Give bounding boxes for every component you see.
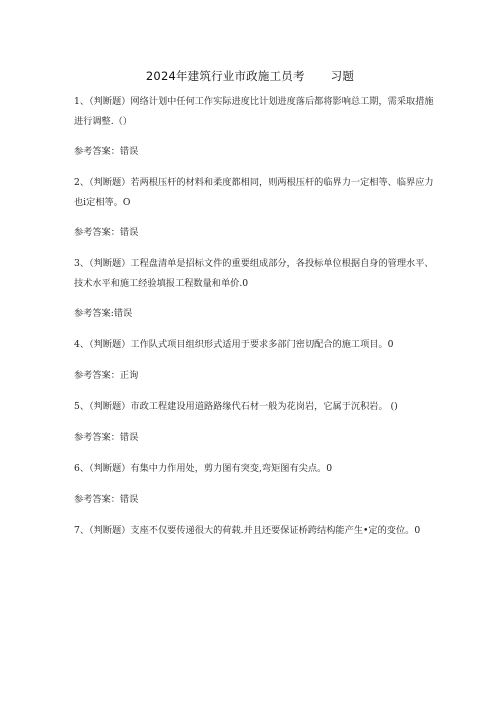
question-2 [74,173,434,213]
answer-4: 参考答案：正询 [74,370,139,381]
question-6 [74,459,434,479]
question-4 [74,335,434,355]
question-text: （判断题）若两根压杆的材料和柔度都相同，则两根压杆的临界力一定相等、临界应力也i定相等。O [74,177,434,208]
question-number: 5、 [74,401,90,412]
answer-3: 参考答案:错误 [74,308,133,319]
question-7 [74,521,434,541]
answer-2: 参考答案：错误 [74,227,139,238]
title-suffix: 习题 [330,69,355,83]
question-5 [74,397,434,417]
title-main: 2024年建筑行业市政施工员考 [145,69,305,83]
answer-5: 参考答案：错误 [74,432,139,443]
question-1 [74,92,434,132]
question-text: （判断题）支座不仅要传递很大的荷载.并且还要保证桥跨结构能产生•定的变位。0 [89,525,421,536]
question-text: （判断题）工程盘清单是招标文件的重要组成部分，各投标单位根据自身的管理水平、技术水平和施工经验填报工程数量和单价.0 [74,258,434,289]
question-number: 4、 [74,339,90,350]
question-3 [74,254,434,294]
question-number: 6、 [74,463,90,474]
question-text: （判断题）工作队式项目组织形式适用于要求多部门密切配合的施工项目。0 [89,339,394,350]
answer-1: 参考答案：错误 [74,146,139,157]
question-number: 2、 [74,177,90,188]
question-number: 3、 [74,258,90,269]
question-text: （判断题）网络计划中任何工作实际进度比计划进度落后都将影响总工期，需采取措施进行调整.（） [74,96,434,127]
question-text: （判断题）市政工程建设用道路路缘代石材一般为花岗岩，它属于沉积岩。 () [89,401,398,412]
question-number: 1、 [74,96,90,107]
question-text: （判断题）有集中力作用处，剪力图有突变,弯矩图有尖点。0 [89,463,333,474]
page-title [0,68,500,84]
answer-6: 参考答案：错误 [74,494,139,505]
question-number: 7、 [74,525,90,536]
